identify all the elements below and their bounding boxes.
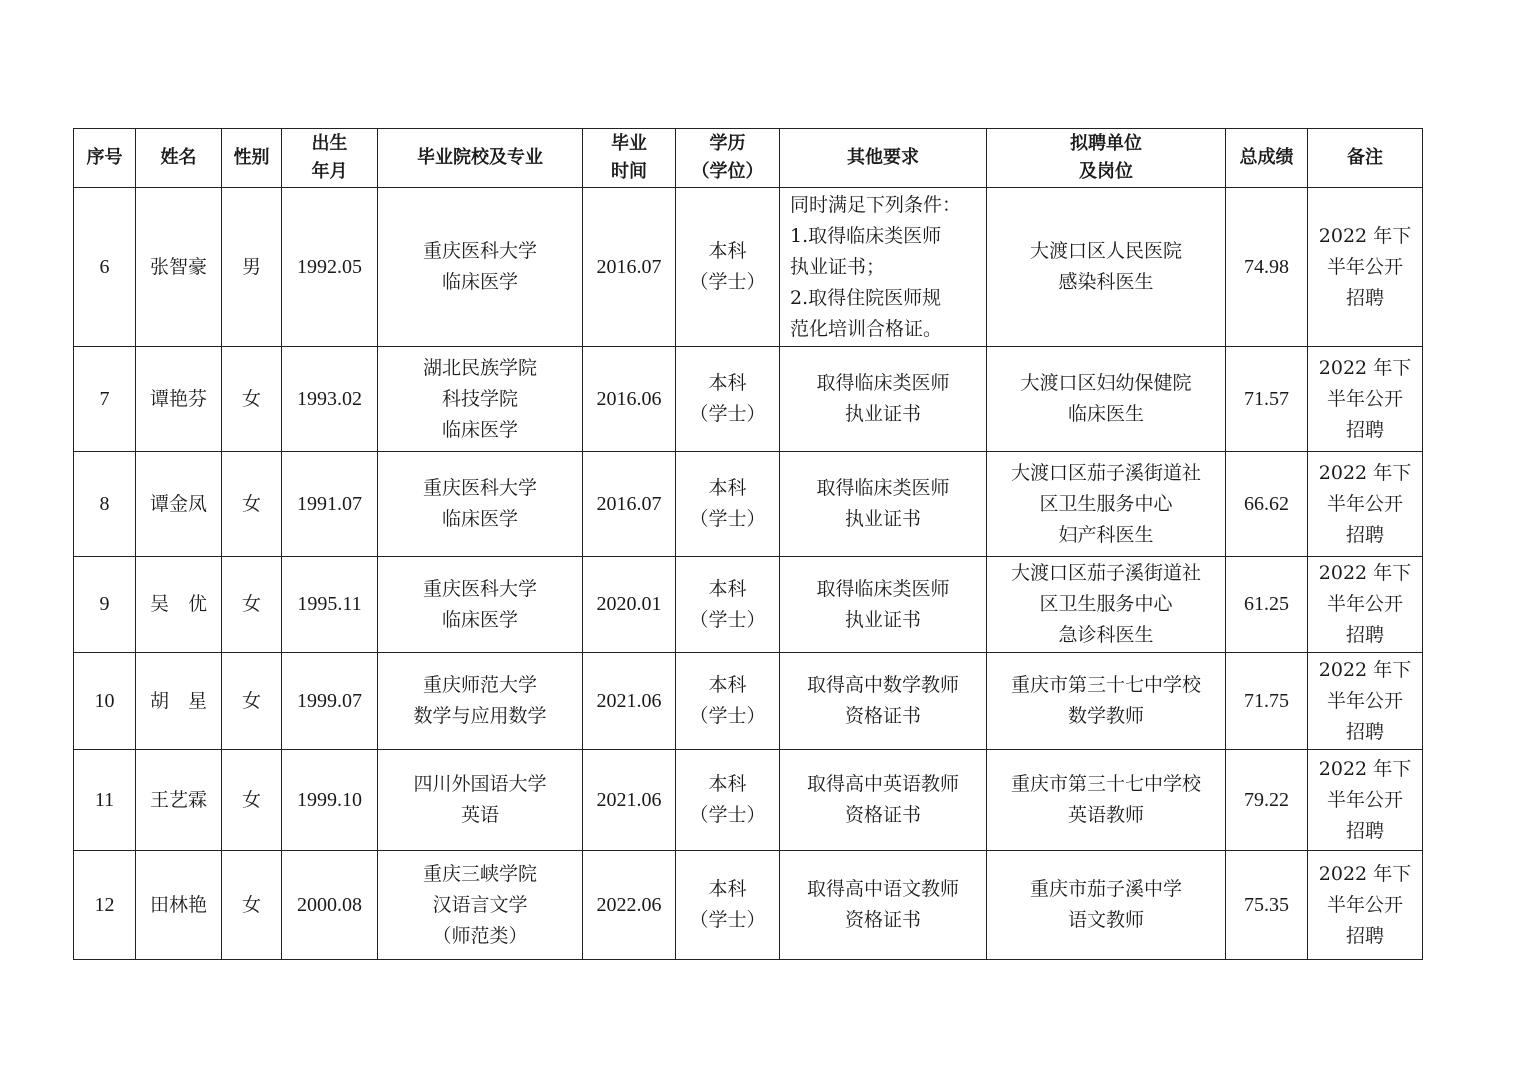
cell-gender: 女: [222, 347, 282, 452]
cell-birth: 1999.07: [282, 653, 378, 750]
cell-birth: 1992.05: [282, 188, 378, 347]
cell-note-line: 2022 年下: [1318, 658, 1412, 681]
cell-note-line: 半年公开: [1326, 387, 1403, 410]
cell-school-line: 临床医学: [441, 608, 518, 631]
cell-unit-line: 重庆市第三十七中学校: [1010, 674, 1201, 696]
cell-gender: 女: [222, 653, 282, 750]
cell-requirements-line: 1.取得临床类医师: [790, 224, 942, 247]
cell-unit-line: 英语教师: [1067, 804, 1144, 826]
cell-unit-line: 大渡口区人民医院: [1029, 240, 1182, 262]
cell-note: [1308, 347, 1423, 452]
table-header-row: [74, 129, 1423, 188]
cell-degree-line: 本科: [708, 240, 747, 262]
cell-name: 张智豪: [136, 188, 222, 347]
cell-note-line: 半年公开: [1326, 492, 1403, 515]
header-degree: [676, 129, 780, 188]
cell-grad-time: 2016.07: [583, 452, 676, 557]
cell-requirements-line: 执业证书；: [790, 255, 886, 278]
cell-note: [1308, 750, 1423, 851]
cell-grad-time: 2016.07: [583, 188, 676, 347]
cell-note-line: 半年公开: [1326, 593, 1403, 615]
cell-note-line: 2022 年下: [1318, 862, 1412, 885]
cell-name: 吴 优: [136, 557, 222, 653]
header-unit-line: 及岗位: [1079, 161, 1133, 182]
cell-note-line: 招聘: [1345, 720, 1384, 743]
cell-unit-line: 数学教师: [1067, 705, 1144, 727]
table-row: [74, 750, 1423, 851]
cell-degree: [676, 653, 780, 750]
cell-name: 胡 星: [136, 653, 222, 750]
header-no-line: 序号: [86, 147, 123, 168]
cell-score: 71.57: [1226, 347, 1308, 452]
cell-note-line: 招聘: [1345, 523, 1384, 546]
cell-school: [378, 452, 583, 557]
cell-no: 8: [74, 452, 136, 557]
cell-requirements-line: 资格证书: [844, 909, 921, 931]
cell-score: 74.98: [1226, 188, 1308, 347]
cell-requirements: [780, 851, 987, 960]
cell-requirements: [780, 452, 987, 557]
cell-requirements-line: 执业证书: [844, 508, 921, 530]
cell-no: 6: [74, 188, 136, 347]
cell-school-line: 数学与应用数学: [413, 705, 547, 727]
cell-degree-line: 本科: [708, 577, 747, 600]
cell-requirements-line: 取得临床类医师: [816, 477, 950, 499]
header-unit-line: 拟聘单位: [1070, 133, 1142, 154]
cell-requirements: [780, 347, 987, 452]
cell-score: 75.35: [1226, 851, 1308, 960]
cell-note: [1308, 851, 1423, 960]
cell-no: 7: [74, 347, 136, 452]
cell-note: [1308, 452, 1423, 557]
cell-requirements-line: 取得高中英语教师: [806, 773, 959, 795]
cell-unit: [987, 452, 1226, 557]
cell-requirements: [780, 557, 987, 653]
cell-grad-time: 2021.06: [583, 750, 676, 851]
cell-unit-line: 感染科医生: [1058, 271, 1154, 293]
cell-degree: [676, 851, 780, 960]
cell-grad-time: 2022.06: [583, 851, 676, 960]
cell-degree-line: 本科: [708, 477, 747, 499]
header-birth: [282, 129, 378, 188]
cell-name: 王艺霖: [136, 750, 222, 851]
cell-note: [1308, 653, 1423, 750]
cell-unit-line: 重庆市茄子溪中学: [1029, 878, 1182, 900]
cell-requirements-line: 取得高中语文教师: [806, 878, 959, 900]
cell-requirements-line: 同时满足下列条件：: [790, 193, 962, 216]
cell-school-line: 重庆三峡学院: [422, 862, 537, 885]
cell-school-line: 重庆师范大学: [422, 674, 537, 696]
cell-degree: [676, 750, 780, 851]
cell-unit-line: 大渡口区茄子溪街道社: [1010, 562, 1201, 584]
cell-requirements-line: 取得临床类医师: [816, 372, 950, 394]
cell-note-line: 2022 年下: [1318, 356, 1412, 379]
cell-grad-time: 2016.06: [583, 347, 676, 452]
cell-note-line: 2022 年下: [1318, 461, 1412, 484]
cell-no: 10: [74, 653, 136, 750]
header-gender: [222, 129, 282, 188]
cell-unit: [987, 188, 1226, 347]
cell-requirements-line: 取得高中数学教师: [806, 674, 959, 696]
cell-school: [378, 557, 583, 653]
cell-gender: 男: [222, 188, 282, 347]
cell-school: [378, 188, 583, 347]
cell-degree-line: （学士）: [689, 271, 766, 293]
header-note: [1308, 129, 1423, 188]
cell-note-line: 2022 年下: [1318, 562, 1412, 584]
cell-birth: 1999.10: [282, 750, 378, 851]
cell-school-line: 湖北民族学院: [422, 356, 537, 379]
cell-score: 71.75: [1226, 653, 1308, 750]
cell-degree-line: 本科: [708, 372, 747, 394]
header-score-line: 总成绩: [1239, 147, 1294, 168]
cell-no: 9: [74, 557, 136, 653]
table-row: [74, 452, 1423, 557]
cell-unit-line: 急诊科医生: [1058, 624, 1154, 646]
header-birth-line: 年月: [311, 161, 348, 182]
header-birth-line: 出生: [311, 133, 348, 154]
cell-unit-line: 语文教师: [1067, 909, 1144, 931]
header-grad-time-line: 时间: [611, 161, 647, 182]
header-name-line: 姓名: [160, 147, 197, 168]
cell-school: [378, 851, 583, 960]
cell-unit-line: 大渡口区妇幼保健院: [1020, 372, 1192, 394]
cell-unit: [987, 750, 1226, 851]
cell-no: 12: [74, 851, 136, 960]
cell-score: 61.25: [1226, 557, 1308, 653]
cell-name: 田林艳: [136, 851, 222, 960]
cell-gender: 女: [222, 851, 282, 960]
cell-degree-line: 本科: [708, 878, 747, 900]
cell-degree-line: （学士）: [689, 403, 766, 425]
recruitment-table: [73, 128, 1423, 960]
cell-degree-line: 本科: [708, 773, 747, 795]
cell-degree-line: 本科: [708, 674, 747, 696]
cell-unit-line: 临床医生: [1067, 403, 1144, 425]
cell-requirements-line: 执业证书: [844, 403, 921, 425]
cell-gender: 女: [222, 452, 282, 557]
cell-requirements: [780, 653, 987, 750]
header-note-line: 备注: [1347, 147, 1383, 168]
cell-birth: 1993.02: [282, 347, 378, 452]
cell-school-line: 四川外国语大学: [413, 773, 547, 795]
table-row: [74, 557, 1423, 653]
cell-note-line: 招聘: [1345, 819, 1384, 842]
cell-unit-line: 区卫生服务中心: [1039, 492, 1173, 515]
cell-note-line: 半年公开: [1326, 893, 1403, 916]
cell-school-line: 重庆医科大学: [422, 577, 537, 600]
table-row: [74, 653, 1423, 750]
cell-degree-line: （学士）: [689, 508, 766, 530]
cell-unit-line: 重庆市第三十七中学校: [1010, 773, 1201, 795]
header-degree-line: （学位）: [691, 161, 764, 182]
cell-requirements-line: 范化培训合格证。: [790, 317, 943, 340]
cell-note-line: 招聘: [1345, 624, 1384, 646]
header-requirements: [780, 129, 987, 188]
cell-school-line: 重庆医科大学: [422, 477, 537, 499]
cell-note: [1308, 188, 1423, 347]
cell-degree-line: （学士）: [689, 608, 766, 631]
cell-requirements: [780, 750, 987, 851]
table-row: [74, 188, 1423, 347]
cell-degree: [676, 452, 780, 557]
cell-birth: 1995.11: [282, 557, 378, 653]
cell-note-line: 招聘: [1345, 286, 1384, 309]
cell-note-line: 半年公开: [1326, 689, 1403, 712]
cell-unit-line: 区卫生服务中心: [1039, 593, 1173, 615]
cell-no: 11: [74, 750, 136, 851]
cell-note-line: 2022 年下: [1318, 224, 1412, 247]
cell-school: [378, 750, 583, 851]
cell-degree-line: （学士）: [689, 804, 766, 826]
cell-unit: [987, 653, 1226, 750]
cell-requirements-line: 执业证书: [844, 608, 921, 631]
table-row: [74, 347, 1423, 452]
cell-degree: [676, 188, 780, 347]
cell-school-line: 临床医学: [441, 271, 518, 293]
cell-note-line: 招聘: [1345, 924, 1384, 947]
cell-degree: [676, 557, 780, 653]
cell-school-line: 英语: [460, 804, 499, 826]
header-school: [378, 129, 583, 188]
cell-unit: [987, 347, 1226, 452]
header-school-line: 毕业院校及专业: [417, 147, 543, 168]
header-unit: [987, 129, 1226, 188]
cell-name: 谭金凤: [136, 452, 222, 557]
cell-unit-line: 妇产科医生: [1058, 523, 1154, 546]
cell-requirements-line: 资格证书: [844, 705, 921, 727]
cell-requirements-line: 取得临床类医师: [816, 577, 950, 600]
cell-note-line: 招聘: [1345, 418, 1384, 441]
cell-school: [378, 347, 583, 452]
cell-school-line: 重庆医科大学: [422, 240, 537, 262]
cell-school-line: 临床医学: [441, 508, 518, 530]
cell-unit-line: 大渡口区茄子溪街道社: [1010, 461, 1201, 484]
cell-note-line: 半年公开: [1326, 255, 1403, 278]
cell-birth: 2000.08: [282, 851, 378, 960]
cell-gender: 女: [222, 750, 282, 851]
header-score: [1226, 129, 1308, 188]
cell-note: [1308, 557, 1423, 653]
header-requirements-line: 其他要求: [847, 147, 919, 168]
cell-score: 66.62: [1226, 452, 1308, 557]
cell-school: [378, 653, 583, 750]
cell-requirements-line: 资格证书: [844, 804, 921, 826]
header-no: [74, 129, 136, 188]
table-row: [74, 851, 1423, 960]
cell-grad-time: 2020.01: [583, 557, 676, 653]
header-grad-time-line: 毕业: [611, 133, 647, 154]
cell-degree-line: （学士）: [689, 909, 766, 931]
header-grad-time: [583, 129, 676, 188]
cell-name: 谭艳芬: [136, 347, 222, 452]
cell-requirements-line: 2.取得住院医师规: [790, 286, 942, 309]
cell-requirements: [780, 188, 987, 347]
cell-note-line: 半年公开: [1326, 788, 1403, 811]
cell-school-line: （师范类）: [432, 924, 528, 947]
cell-unit: [987, 557, 1226, 653]
header-gender-line: 性别: [233, 147, 270, 168]
cell-gender: 女: [222, 557, 282, 653]
cell-grad-time: 2021.06: [583, 653, 676, 750]
cell-score: 79.22: [1226, 750, 1308, 851]
header-name: [136, 129, 222, 188]
table-body: [74, 188, 1423, 960]
cell-degree: [676, 347, 780, 452]
cell-school-line: 临床医学: [441, 418, 518, 441]
header-degree-line: 学历: [709, 133, 746, 154]
cell-birth: 1991.07: [282, 452, 378, 557]
cell-school-line: 科技学院: [441, 387, 518, 410]
cell-degree-line: （学士）: [689, 705, 766, 727]
cell-unit: [987, 851, 1226, 960]
cell-school-line: 汉语言文学: [432, 893, 528, 916]
cell-note-line: 2022 年下: [1318, 757, 1412, 780]
